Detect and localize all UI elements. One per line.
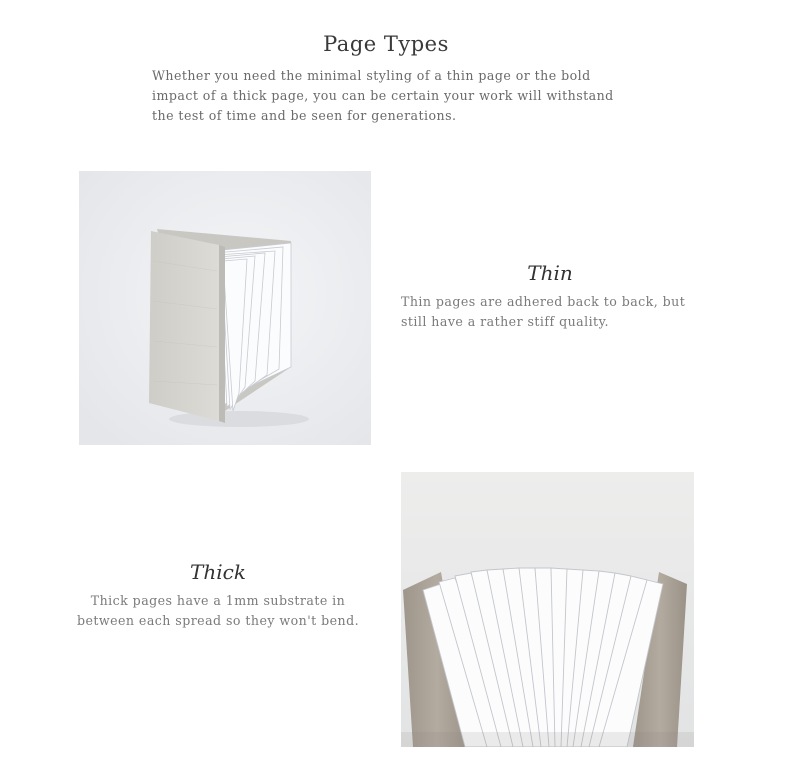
thin-section-title: Thin <box>527 261 573 285</box>
thin-page-album-photo <box>79 171 371 445</box>
page-title: Page Types <box>323 32 449 56</box>
thick-section-description: Thick pages have a 1mm substrate in between each spread so they won't bend. <box>76 593 360 628</box>
thick-section-title: Thick <box>190 560 246 584</box>
thick-album-image <box>401 472 694 747</box>
thin-album-image <box>79 171 371 445</box>
intro-text: Whether you need the minimal styling of a thin page or the bold impact of a thick page, you can be certain your work will withstand the test of time and be seen for generations. <box>152 68 614 123</box>
thick-page-album-photo <box>401 472 694 747</box>
thin-section-description: Thin pages are adhered back to back, but still have a rather stiff quality. <box>401 294 686 329</box>
